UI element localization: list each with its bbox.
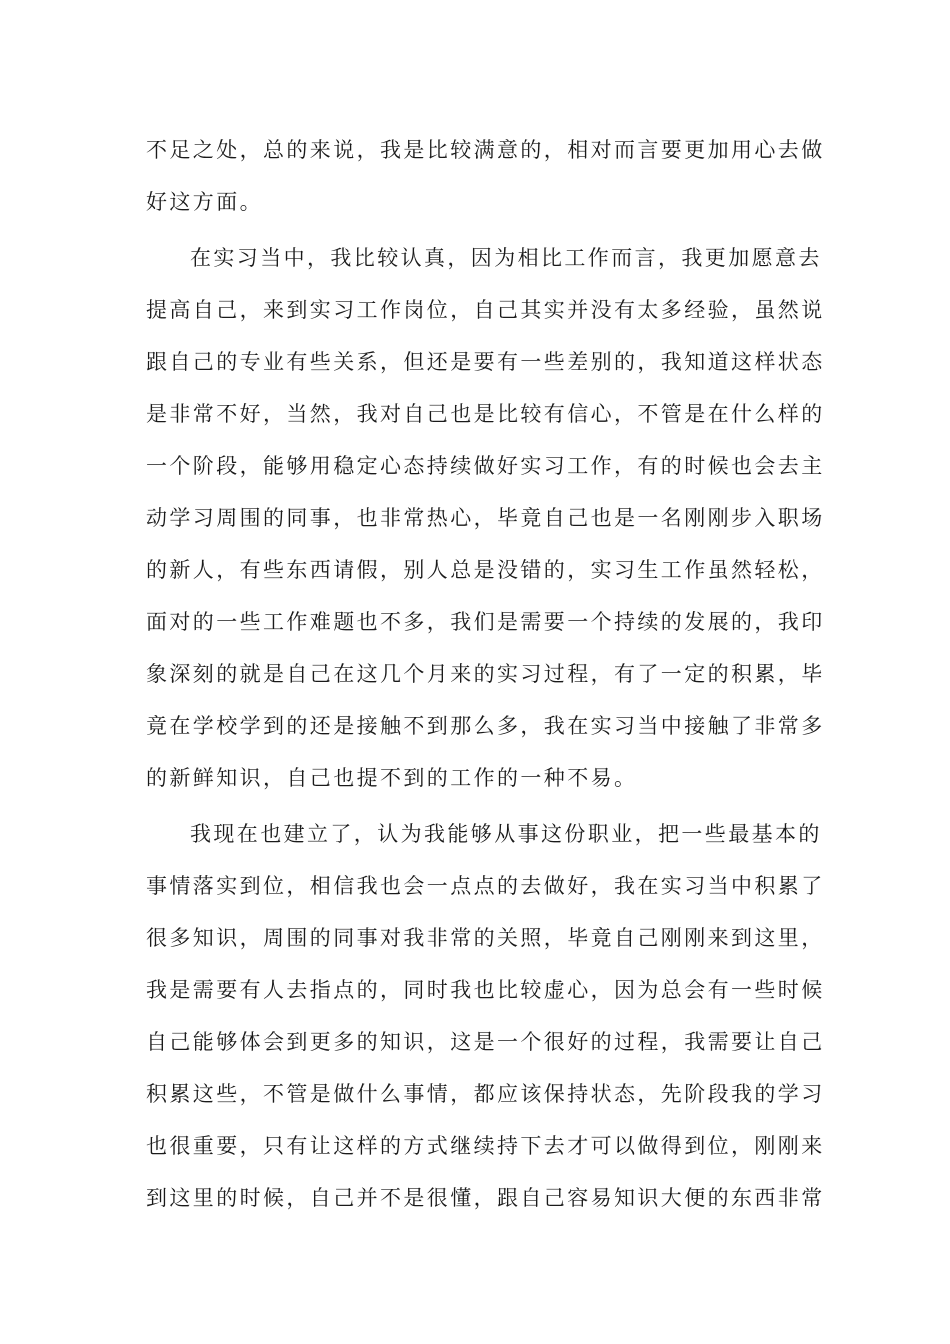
text-line: 象深刻的就是自己在这几个月来的实习过程，有了一定的积累，毕 bbox=[146, 662, 825, 686]
text-line: 好这方面。 bbox=[146, 190, 263, 214]
text-line: 提高自己，来到实习工作岗位，自己其实并没有太多经验，虽然说 bbox=[146, 298, 825, 322]
text-line: 我是需要有人去指点的，同时我也比较虚心，因为总会有一些时候 bbox=[146, 978, 825, 1002]
text-line: 动学习周围的同事，也非常热心，毕竟自己也是一名刚刚步入职场 bbox=[146, 506, 825, 530]
paragraph-first-line: 在实习当中，我比较认真，因为相比工作而言，我更加愿意去 bbox=[190, 246, 822, 270]
paragraph-first-line: 我现在也建立了，认为我能够从事这份职业，把一些最基本的 bbox=[190, 822, 822, 846]
text-line: 的新鲜知识，自己也提不到的工作的一种不易。 bbox=[146, 766, 638, 790]
text-line: 竟在学校学到的还是接触不到那么多，我在实习当中接触了非常多 bbox=[146, 714, 825, 738]
text-line: 面对的一些工作难题也不多，我们是需要一个持续的发展的，我印 bbox=[146, 610, 825, 634]
text-line: 一个阶段，能够用稳定心态持续做好实习工作，有的时候也会去主 bbox=[146, 454, 825, 478]
text-line: 的新人，有些东西请假，别人总是没错的，实习生工作虽然轻松， bbox=[146, 558, 825, 582]
text-line: 跟自己的专业有些关系，但还是要有一些差别的，我知道这样状态 bbox=[146, 350, 825, 374]
text-line: 到这里的时候，自己并不是很懂，跟自己容易知识大便的东西非常 bbox=[146, 1186, 825, 1210]
text-line: 很多知识，周围的同事对我非常的关照，毕竟自己刚刚来到这里， bbox=[146, 926, 825, 950]
text-line: 是非常不好，当然，我对自己也是比较有信心，不管是在什么样的 bbox=[146, 402, 825, 426]
text-line: 自己能够体会到更多的知识，这是一个很好的过程，我需要让自己 bbox=[146, 1030, 825, 1054]
text-line: 也很重要，只有让这样的方式继续持下去才可以做得到位，刚刚来 bbox=[146, 1134, 825, 1158]
text-line: 事情落实到位，相信我也会一点点的去做好，我在实习当中积累了 bbox=[146, 874, 825, 898]
text-line: 积累这些，不管是做什么事情，都应该保持状态，先阶段我的学习 bbox=[146, 1082, 825, 1106]
text-line: 不足之处，总的来说，我是比较满意的，相对而言要更加用心去做 bbox=[146, 138, 825, 162]
